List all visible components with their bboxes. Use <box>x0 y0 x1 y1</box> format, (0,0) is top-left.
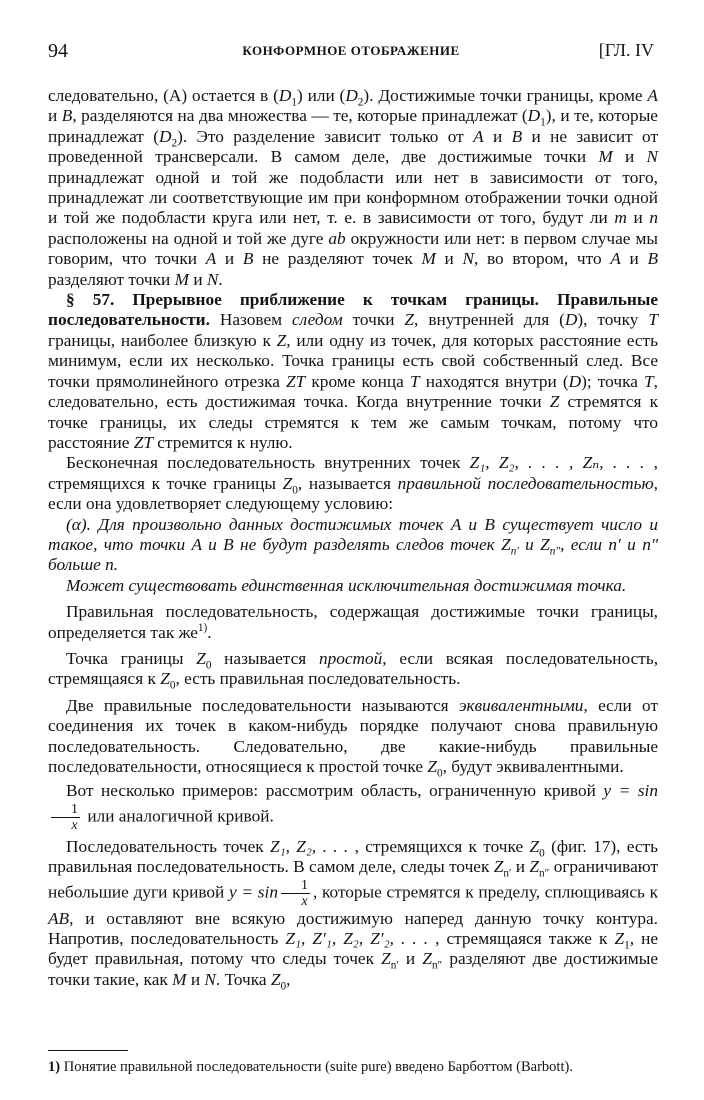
footnote-marker: 1) <box>48 1059 61 1075</box>
unique-point-statement: Может существовать единственная исключительная достижимая точка. <box>66 575 627 595</box>
section-heading: § 57. Прерывное приближение к точкам границы. Правильные последовательности. <box>48 290 658 330</box>
paragraph-simple-point: Точка границы $Z_0$ называется простой, если всякая последовательность, стремящаяся к $Z_0$, есть правильная последовательность. <box>48 648 659 692</box>
chapter-label: [ГЛ. IV <box>598 40 654 60</box>
running-title: КОНФОРМНОЕ ОТОБРАЖЕНИЕ <box>242 43 460 58</box>
paragraph-sequence-example: Последовательность точек Z₁, Z₂, . . . , стремящихся к точке $Z_0$ (фиг. 17), есть правильная последовательность. В самом деле, следы точек $Z_{n'}$ и $Z_{n''}$ ограничивают небольшие дуги кривой y = sin $\frac{1}{x}$ , которые стремятся к пределу, сплющиваясь к AB, и оставляют вне всякую достижимую наперед данную точку контура. Напротив, последовательность Z₁, Z′₁, Z₂, Z′₂, . . . , стремящаяся также к $Z_1$, не будет правильная, потому что следы точек $Z_{n'}$ и $Z_{n''}$ разделяют две достижимые точки такие, как M и N. Точка $Z_0$, <box>48 836 659 993</box>
paragraph-proper-sequence: Бесконечная последовательность внутренних точек Z₁, Z₂, . . . , Zₙ, . . . , стремящихся к точке границы $Z_0$, называется правильной последовательностью, если она удовлетворяет следующему условию: <box>48 453 658 514</box>
section-57-paragraph: § 57. Прерывное приближение к точкам границы. Правильные последовательности. Назовем следом точки Z, внутренней для (D), точку T границы, наиболее близкую к Z, или одну из точек, для которых расстояние есть минимум, если их несколько. Точка границы есть свой собственный след. Все точки прямолинейного отрезка ZT кроме конца T находятся внутри (D); точка T, следовательно, есть достижимая точка. Когда внутренние точки Z стремятся к точке границы, их следы стремятся к тем же самым точкам, потому что расстояние ZT стремится к нулю. <box>48 290 658 452</box>
fraction-one-over-x: $\frac{1}{x}$ <box>51 802 80 833</box>
page-header <box>48 40 654 64</box>
curve-formula: y = sin <box>603 781 659 801</box>
paragraph-examples: Вот несколько примеров: рассмотрим область, ограниченную кривой y = sin $\frac{1}{x}$ или аналогичной кривой. <box>48 781 658 832</box>
page-body <box>48 86 659 993</box>
footnote-reference: 1) <box>197 621 208 634</box>
condition-alpha: (α). Для произвольно данных достижимых точек A и B существует число и такое, что точки A и B не будут разделять следов точек $Z_{n'}$ и $Z_{n''}$, если n′ и n″ больше n. <box>48 514 659 575</box>
paragraph-contain: Правильная последовательность, содержащая достижимые точки границы, определяется так $же^{1)}$. <box>48 602 658 642</box>
fraction-one-over-x-2: $\frac{1}{x}$ <box>281 878 310 909</box>
paragraph-equivalent: Две правильные последовательности называются эквивалентными, если от соединения их точек в каком-нибудь порядке получают снова правильную последовательность. Следовательно, две какие-нибудь правильные последовательности, относящиеся к простой точке $Z_0$, будут эквивалентными. <box>48 695 658 780</box>
footnote-divider <box>48 1050 128 1051</box>
paragraph-accessible-points: следовательно, (A) остается в $(D_1)$ или $(D_2)$. Достижимые точки границы, кроме A и B, разделяются на два множества — те, которые принадлежат $(D_1)$, и те, которые принадлежат $(D_2)$. Это разделение зависит только от A и B и не зависит от проведенной трансверсали. В самом деле, две достижимые точки M и N принадлежат одной и той же подобласти или нет в зависимости от того, принадлежат ли соответствующие им при конформном отображении точки одной и той же подобласти круга или нет, т. е. в зависимости от того, будут ли m и n расположены на одной и той же дуге ab окружности или нет: в первом случае мы говорим, что точки A и B не разделяют точек M и N, во втором, что A и B разделяют точки M и N. <box>48 86 659 289</box>
page-number: 94 <box>48 40 68 62</box>
footnote: 1) Понятие правильной последовательности (suite pure) введено Барботтом (Barbott). <box>48 1059 573 1075</box>
